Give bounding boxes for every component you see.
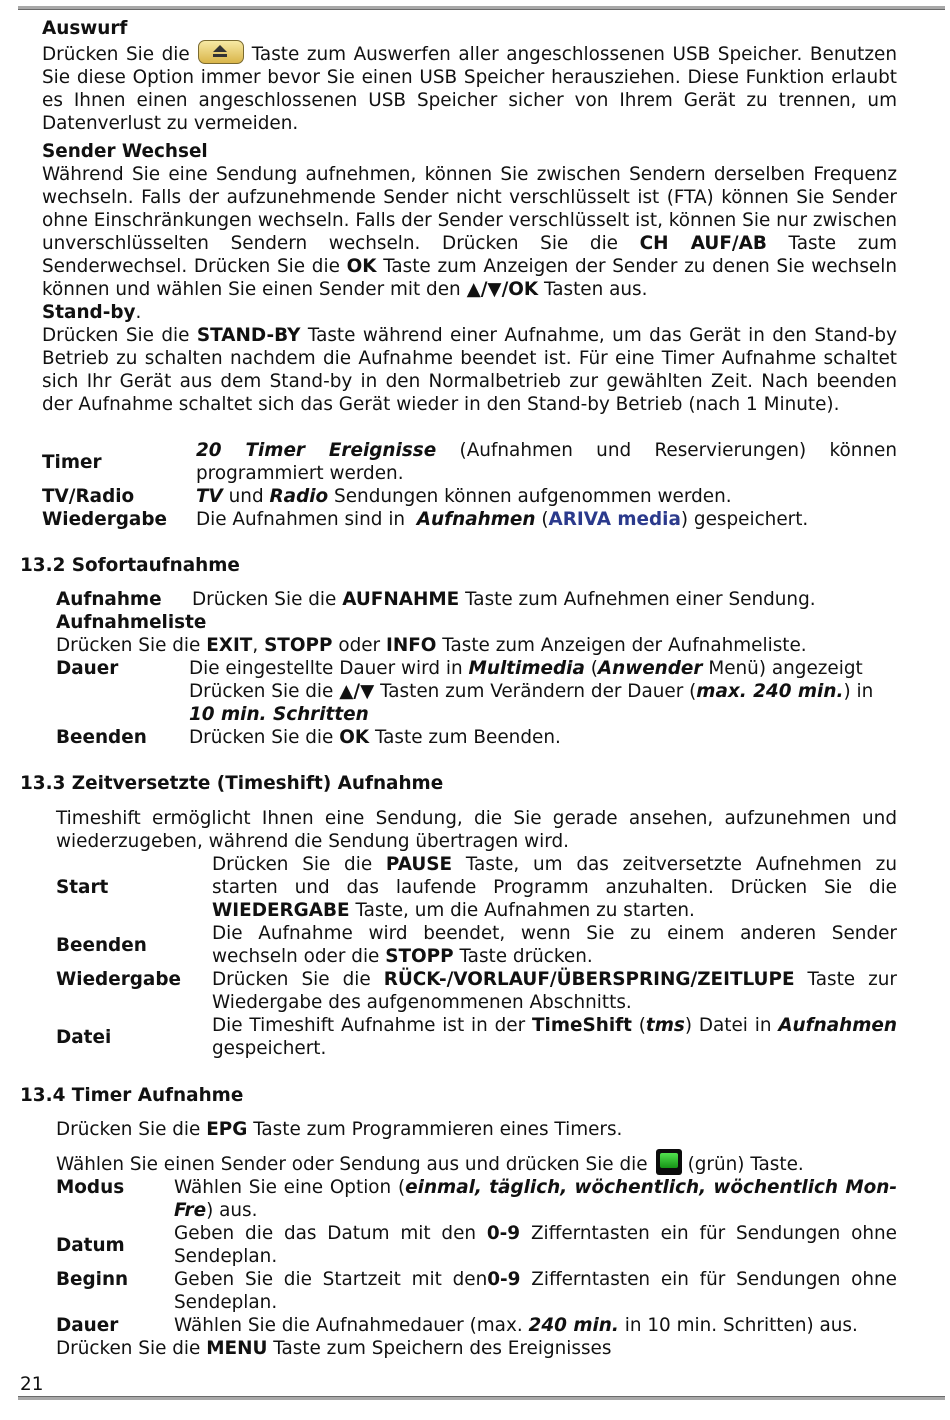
timeshift-label: TimeShift xyxy=(532,1015,632,1036)
term-date: Datum xyxy=(56,1234,125,1256)
def-row-date xyxy=(56,1222,897,1268)
tms-label: tms xyxy=(645,1015,685,1036)
ts-end-post: Taste drücken. xyxy=(459,946,593,967)
key-digits-begin: 0-9 xyxy=(487,1269,521,1290)
green-line xyxy=(56,1149,897,1176)
key-stop: STOPP xyxy=(264,635,333,656)
key-digits-date: 0-9 xyxy=(486,1223,521,1244)
eject-heading: Auswurf xyxy=(42,18,128,39)
key-play: WIEDERGABE xyxy=(212,900,350,921)
begin-post: Zifferntasten ein für Sendungen ohne Sendeplan. xyxy=(174,1269,897,1313)
term-file: Datei xyxy=(56,1026,112,1048)
paren-open: ( xyxy=(541,509,549,530)
timer-text: (Aufnahmen und Reservierungen) können programmiert werden. xyxy=(196,440,897,484)
key-exit: EXIT xyxy=(206,635,253,656)
term-timer-duration: Dauer xyxy=(56,1315,119,1336)
dur-mid: Menü) angezeigt Drücken Sie die xyxy=(189,658,863,702)
start-mid: Taste, um das zeitversetzte Aufnehmen zu starten und das laufende Programm anzuhalten. Drücken Sie die xyxy=(212,854,897,898)
date-post: Zifferntasten ein für Sendungen ohne Sendeplan. xyxy=(174,1223,897,1267)
mode-options: einmal, täglich, wöchentlich, wöchentlich Mon-Fre xyxy=(174,1177,897,1221)
term-playback: Wiedergabe xyxy=(42,509,167,530)
top-rule xyxy=(18,6,945,10)
desc-start xyxy=(212,853,897,922)
file-post: gespeichert. xyxy=(212,1038,327,1059)
desc-end xyxy=(189,726,897,749)
def-row-begin xyxy=(56,1268,897,1314)
desc-date xyxy=(174,1222,897,1268)
list-or: oder xyxy=(338,635,381,656)
max-duration: max. 240 min. xyxy=(696,681,844,702)
dur-mid2: Tasten zum Verändern der Dauer ( xyxy=(380,681,697,702)
key-pause: PAUSE xyxy=(385,854,453,875)
playback-folder: Aufnahmen xyxy=(416,509,536,530)
save-line xyxy=(56,1337,897,1360)
epg-post: Taste zum Programmieren eines Timers. xyxy=(253,1119,623,1140)
def-row-mode xyxy=(56,1176,897,1222)
user-label: Anwender xyxy=(597,658,703,679)
section-13-2 xyxy=(56,588,897,749)
standby-heading-dot: . xyxy=(135,302,142,323)
rec-pre: Drücken Sie die xyxy=(192,589,337,610)
eject-button-icon xyxy=(198,40,244,64)
save-post: Taste zum Speichern des Ereignisses xyxy=(273,1338,612,1359)
s132-table xyxy=(56,657,897,749)
ariva-media-label: ARIVA media xyxy=(548,509,681,530)
channel-heading: Sender Wechsel xyxy=(42,141,208,162)
def-row-timer-duration xyxy=(56,1314,897,1337)
def-row-start xyxy=(56,853,897,922)
rec-line xyxy=(56,588,897,611)
standby-text-2: Taste während einer Aufnahme, um das Gerät in den Stand-by Betrieb zu schalten nachdem die Aufnahme beendet ist. Für eine Timer Aufnahme schaltet sich Ihr Gerät aus dem Stand-by in den Normalbetrieb zur gewählten Zeit. Nach beenden der Aufnahme schaltet sich das Gerät wieder in den Stand-by Betrieb (nach 1 Minute). xyxy=(42,325,897,415)
term-start: Start xyxy=(56,877,109,898)
key-menu: MENU xyxy=(206,1338,268,1359)
section-13-3 xyxy=(56,807,897,1060)
desc-ts-end xyxy=(212,922,897,968)
begin-pre: Geben Sie die Startzeit mit den xyxy=(174,1269,488,1290)
key-ch: CH AUF/AB xyxy=(639,233,767,254)
channel-paragraph xyxy=(42,163,897,301)
standby-heading-text: Stand-by xyxy=(42,302,136,323)
section-13-2-heading: 13.2 Sofortaufnahme xyxy=(20,555,240,576)
desc-mode xyxy=(174,1176,897,1222)
channel-section xyxy=(42,140,897,301)
def-row-ts-end xyxy=(56,922,897,968)
desc-timer-duration xyxy=(174,1314,897,1337)
key-standby: STAND-BY xyxy=(196,325,301,346)
key-epg: EPG xyxy=(206,1119,248,1140)
term-ts-end: Beenden xyxy=(56,934,147,956)
recordings-folder: Aufnahmen xyxy=(778,1015,897,1036)
term-duration: Dauer xyxy=(56,658,119,679)
end-pre: Drücken Sie die xyxy=(189,727,334,748)
term-timer: Timer xyxy=(42,451,102,473)
tdur-post: in 10 min. Schritten) aus. xyxy=(624,1315,858,1336)
misc-definitions xyxy=(42,439,897,531)
term-mode: Modus xyxy=(56,1177,125,1198)
ts-end-pre: Die Aufnahme wird beendet, wenn Sie zu einem anderen Sender wechseln oder die xyxy=(212,923,897,967)
playback-post: ) gespeichert. xyxy=(680,509,809,530)
standby-paragraph xyxy=(42,324,897,416)
tv-label: TV xyxy=(196,486,223,507)
key-info: INFO xyxy=(385,635,437,656)
start-pre: Drücken Sie die xyxy=(212,854,373,875)
list-comma: , xyxy=(252,635,259,656)
timer-events: 20 Timer Ereignisse xyxy=(196,440,437,461)
key-ok: OK xyxy=(346,256,377,277)
def-row-file xyxy=(56,1014,897,1060)
desc-file: Die Timeshift Aufnahme ist in der TimeShift (tms) Datei in Aufnahmen gespeichert. xyxy=(212,1015,897,1059)
tvradio-text: Sendungen können aufgenommen werden. xyxy=(334,486,732,507)
key-record: AUFNAHME xyxy=(342,589,460,610)
epg-pre: Drücken Sie die xyxy=(56,1119,201,1140)
def-row-duration xyxy=(56,657,897,726)
green-post: (grün) Taste. xyxy=(687,1154,804,1175)
mode-post: ) aus. xyxy=(206,1200,258,1221)
save-pre: Drücken Sie die xyxy=(56,1338,201,1359)
list-pre: Drücken Sie die xyxy=(56,635,201,656)
mode-pre: Wählen Sie eine Option ( xyxy=(174,1177,406,1198)
standby-text-1: Drücken Sie die xyxy=(42,325,190,346)
standby-section xyxy=(42,301,897,416)
eject-text-post: Taste zum Auswerfen aller angeschlossenen USB Speicher. Benutzen Sie diese Option immer bevor Sie einen USB Speicher herausziehen. Diese Funktion erlaubt es Ihnen einen angeschlossenen USB Speicher sicher von Ihrem Gerät zu trennen, um Datenverlust zu vermeiden. xyxy=(42,44,897,134)
def-row-timer xyxy=(42,439,897,485)
channel-text-1: Während Sie eine Sendung aufnehmen, können Sie zwischen Sendern derselben Frequenz wechseln. Falls der aufzunehmende Sender nicht verschlüsselt ist (FTA) können Sie Sender ohne Einschränkungen wechseln. Falls der Sender verschlüsselt ist, können Sie nur zwischen unverschlüsselten Sendern wechseln. Drücken Sie die xyxy=(42,164,897,254)
file-pre: Die Timeshift Aufnahme ist in der xyxy=(212,1015,526,1036)
eject-section xyxy=(42,17,897,135)
term-begin: Beginn xyxy=(56,1269,129,1290)
dur-mid3: ) in xyxy=(843,681,874,702)
s134-table xyxy=(56,1176,897,1337)
section-13-4 xyxy=(56,1118,897,1360)
key-arrows: ▲/▼ xyxy=(339,681,375,702)
eject-text-pre: Drücken Sie die xyxy=(42,44,190,65)
desc-duration: Die eingestellte Dauer wird in Multimedia (Anwender Menü) angezeigt Drücken Sie die ▲/▼ Tasten zum Verändern der Dauer (max. 240 min.) in 10 min. Schritten xyxy=(189,658,874,725)
tdur-pre: Wählen Sie die Aufnahmedauer (max. xyxy=(174,1315,523,1336)
start-post: Taste, um die Aufnahmen zu starten. xyxy=(355,900,695,921)
term-ts-play: Wiedergabe xyxy=(56,969,181,990)
timeshift-intro: Timeshift ermöglicht Ihnen eine Sendung, die Sie gerade ansehen, aufzunehmen und wiederzugeben, während die Sendung übertragen wird. xyxy=(56,808,897,852)
record-list-line xyxy=(56,634,897,657)
dur-pre: Die eingestellte Dauer wird in xyxy=(189,658,463,679)
multimedia-label: Multimedia xyxy=(468,658,585,679)
tdur-max: 240 min. xyxy=(528,1315,619,1336)
def-row-end xyxy=(56,726,897,749)
ts-play-post: Taste zur Wiedergabe des aufgenommenen Abschnitts. xyxy=(212,969,897,1013)
file-mid: ) Datei in xyxy=(684,1015,772,1036)
end-post: Taste zum Beenden. xyxy=(374,727,561,748)
page-number: 21 xyxy=(20,1374,44,1395)
channel-text-4: Tasten aus. xyxy=(544,279,648,300)
def-row-tvradio xyxy=(42,485,897,508)
s133-table xyxy=(56,853,897,1060)
desc-playback xyxy=(196,508,897,531)
radio-label: Radio xyxy=(269,486,329,507)
date-pre: Geben die das Datum mit den xyxy=(174,1223,477,1244)
record-list-heading: Aufnahmeliste xyxy=(56,612,207,633)
desc-tvradio xyxy=(196,485,897,508)
section-13-4-heading: 13.4 Timer Aufnahme xyxy=(20,1085,244,1106)
def-row-playback xyxy=(42,508,897,531)
playback-pre: Die Aufnahmen sind in xyxy=(196,509,406,530)
desc-timer xyxy=(196,439,897,485)
term-end: Beenden xyxy=(56,727,147,748)
section-13-3-heading: 13.3 Zeitversetzte (Timeshift) Aufnahme xyxy=(20,773,444,794)
key-arrows-ok: ▲/▼/OK xyxy=(466,279,539,300)
standby-heading xyxy=(42,301,897,324)
epg-line xyxy=(56,1118,897,1141)
bottom-rule xyxy=(18,1396,945,1400)
step-size: 10 min. Schritten xyxy=(189,704,369,725)
key-ok-end: OK xyxy=(339,727,370,748)
desc-begin xyxy=(174,1268,897,1314)
eject-paragraph xyxy=(42,40,897,135)
and-word: und xyxy=(228,486,264,507)
rec-post: Taste zum Aufnehmen einer Sendung. xyxy=(465,589,816,610)
channel-text-2: Taste zum Senderwechsel. Drücken Sie die xyxy=(42,233,897,277)
ts-play-pre: Drücken Sie die xyxy=(212,969,371,990)
green-pre: Wählen Sie einen Sender oder Sendung aus und drücken Sie die xyxy=(56,1154,648,1175)
key-stop-ts: STOPP xyxy=(385,946,454,967)
misc-table xyxy=(42,439,897,531)
channel-text-3: Taste zum Anzeigen der Sender zu denen Sie wechseln können und wählen Sie einen Sender mit den xyxy=(42,256,897,300)
term-tvradio: TV/Radio xyxy=(42,486,135,507)
def-row-ts-play xyxy=(56,968,897,1014)
desc-ts-play xyxy=(212,968,897,1014)
green-button-icon xyxy=(656,1149,682,1175)
list-post: Taste zum Anzeigen der Aufnahmeliste. xyxy=(442,635,807,656)
key-transport: RÜCK-/VORLAUF/ÜBERSPRING/ZEITLUPE xyxy=(383,969,795,990)
term-record: Aufnahme xyxy=(56,589,162,610)
